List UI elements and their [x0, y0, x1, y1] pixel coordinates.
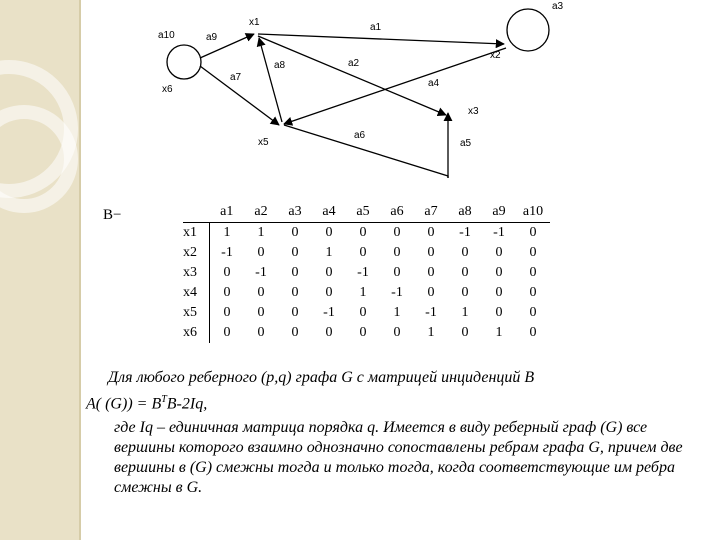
edge-label: a7 — [230, 72, 242, 83]
matrix-cell: 1 — [427, 325, 435, 340]
matrix-cell: 0 — [291, 305, 299, 320]
side-decor-band — [0, 0, 79, 540]
matrix-cell: 1 — [393, 305, 401, 320]
matrix-row — [183, 243, 550, 263]
matrix-cell: 0 — [393, 225, 401, 240]
matrix-cell: 0 — [393, 245, 401, 260]
matrix-cell: 0 — [359, 225, 367, 240]
matrix-cell: -1 — [255, 265, 267, 280]
formula-pre: A( (G)) = B — [86, 395, 162, 413]
matrix-cell: 0 — [223, 305, 231, 320]
matrix-cell: -1 — [221, 245, 233, 260]
matrix-cell: 0 — [257, 245, 265, 260]
vertex-label: x3 — [468, 106, 479, 117]
description-text — [86, 368, 706, 498]
matrix-col-header: a6 — [380, 202, 414, 223]
matrix-cell: 0 — [223, 285, 231, 300]
edge-label: a4 — [428, 78, 440, 89]
matrix-cell: 1 — [223, 225, 231, 240]
edge-label: a2 — [348, 58, 360, 69]
vertex-label: x5 — [258, 137, 269, 148]
matrix-cell: 0 — [257, 305, 265, 320]
matrix-cell: 1 — [495, 325, 503, 340]
matrix-cell: 0 — [529, 305, 537, 320]
formula-sup: T — [161, 394, 167, 405]
edge-label: a1 — [370, 22, 382, 33]
matrix-col-header: a5 — [346, 202, 380, 223]
matrix-row-header: x4 — [183, 283, 210, 303]
vertex-label: x2 — [490, 50, 501, 61]
matrix-cell: 0 — [223, 265, 231, 280]
matrix-row-header: x1 — [183, 223, 210, 244]
text-line-1: Для любого реберного (p,q) графа G с матрицей инциденций B — [108, 369, 535, 386]
matrix-cell: 0 — [359, 325, 367, 340]
matrix-row — [183, 323, 550, 343]
matrix-cell: 0 — [495, 265, 503, 280]
matrix-cell: 0 — [529, 245, 537, 260]
matrix-row — [183, 263, 550, 283]
matrix-row — [183, 283, 550, 303]
matrix-cell: 0 — [257, 325, 265, 340]
matrix-cell: 0 — [461, 285, 469, 300]
matrix-label: B− — [103, 207, 122, 223]
matrix-col-header: a4 — [312, 202, 346, 223]
matrix-cell: 0 — [427, 285, 435, 300]
edge-a6 — [284, 125, 448, 178]
matrix-col-header: a7 — [414, 202, 448, 223]
matrix-cell: 0 — [495, 245, 503, 260]
matrix-col-header: a3 — [278, 202, 312, 223]
matrix-corner — [183, 202, 210, 223]
matrix-cell: 0 — [325, 325, 333, 340]
matrix-cell: -1 — [425, 305, 437, 320]
text-paragraph: где Iq – единичная матрица порядка q. Имеется в виду реберный граф (G) все вершины которого взаимно однозначно сопоставлены ребрам графа G, причем две вершины в (G) смежны тогда и только тогда, когда соответствующие им ребра смежны в G. — [114, 419, 683, 497]
matrix-cell: 1 — [257, 225, 265, 240]
edge-a8 — [259, 38, 282, 122]
matrix-cell: -1 — [493, 225, 505, 240]
matrix-cell: 0 — [359, 305, 367, 320]
matrix-col-header: a2 — [244, 202, 278, 223]
matrix-row-header: x3 — [183, 263, 210, 283]
matrix-row-header: x6 — [183, 323, 210, 343]
matrix-cell: -1 — [391, 285, 403, 300]
matrix-cell: 0 — [427, 245, 435, 260]
loop-a10 — [167, 45, 201, 79]
matrix-cell: 1 — [359, 285, 367, 300]
matrix-cell: 0 — [495, 305, 503, 320]
incidence-matrix — [183, 202, 550, 343]
matrix-cell: -1 — [323, 305, 335, 320]
matrix-row-header: x2 — [183, 243, 210, 263]
matrix-col-header: a1 — [210, 202, 245, 223]
matrix-cell: 0 — [461, 265, 469, 280]
matrix-cell: -1 — [459, 225, 471, 240]
loop-a3 — [507, 9, 549, 51]
matrix-cell: 0 — [325, 285, 333, 300]
matrix-cell: 0 — [393, 265, 401, 280]
edge-label: a5 — [460, 138, 472, 149]
matrix-cell: 0 — [529, 265, 537, 280]
matrix-row-header: x5 — [183, 303, 210, 323]
matrix-cell: 0 — [291, 225, 299, 240]
matrix-cell: 0 — [325, 225, 333, 240]
side-band-edge — [79, 0, 81, 540]
matrix-cell: 1 — [461, 305, 469, 320]
matrix-cell: 0 — [529, 225, 537, 240]
matrix-cell: -1 — [357, 265, 369, 280]
edge-label: a6 — [354, 130, 366, 141]
matrix-cell: 1 — [325, 245, 333, 260]
formula-line — [86, 390, 706, 414]
edge-a2 — [258, 36, 446, 115]
matrix-cell: 0 — [461, 245, 469, 260]
matrix-header-row — [183, 202, 550, 223]
matrix-cell: 0 — [291, 265, 299, 280]
edge-label: a9 — [206, 32, 218, 43]
matrix-cell: 0 — [427, 265, 435, 280]
matrix-cell: 0 — [529, 285, 537, 300]
matrix-row — [183, 223, 550, 244]
matrix-cell: 0 — [461, 325, 469, 340]
matrix-cell: 0 — [427, 225, 435, 240]
edge-a1 — [258, 34, 504, 44]
formula-post: B-2Iq, — [166, 395, 208, 413]
edge-graph — [150, 0, 580, 185]
matrix-row — [183, 303, 550, 323]
edge-label: a8 — [274, 60, 286, 71]
edge-label: a3 — [552, 1, 564, 12]
matrix-cell: 0 — [223, 325, 231, 340]
matrix-col-header: a10 — [516, 202, 550, 223]
matrix-cell: 0 — [393, 325, 401, 340]
matrix-cell: 0 — [529, 325, 537, 340]
matrix-cell: 0 — [257, 285, 265, 300]
matrix-cell: 0 — [325, 265, 333, 280]
edge-label: a10 — [158, 30, 175, 41]
vertex-label: x1 — [249, 17, 260, 28]
matrix-cell: 0 — [291, 325, 299, 340]
matrix-cell: 0 — [495, 285, 503, 300]
matrix-col-header: a8 — [448, 202, 482, 223]
matrix-cell: 0 — [291, 285, 299, 300]
matrix-cell: 0 — [291, 245, 299, 260]
vertex-label: x6 — [162, 84, 173, 95]
matrix-cell: 0 — [359, 245, 367, 260]
matrix-col-header: a9 — [482, 202, 516, 223]
